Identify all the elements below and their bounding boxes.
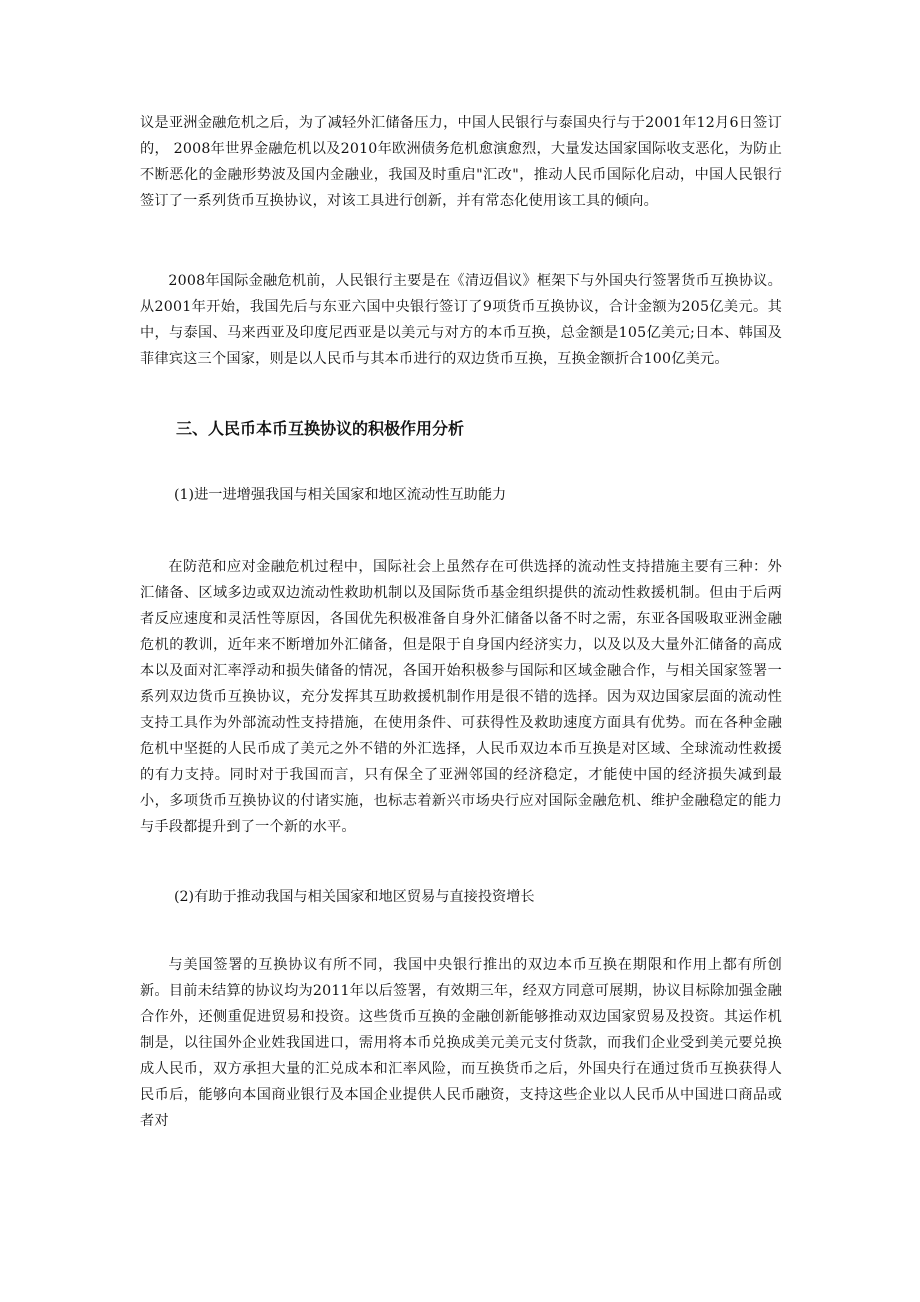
spacer (140, 214, 782, 268)
spacer (140, 508, 782, 554)
subheading-2: (2)有助于推动我国与相关国家和地区贸易与直接投资增长 (174, 889, 535, 905)
spacer (140, 910, 782, 952)
paragraph-intro: 议是亚洲金融危机之后，为了减轻外汇储备压力，中国人民银行与泰国央行与于2001年12月6日签订的， 2008年世界金融危机以及2010年欧洲债务危机愈演愈烈，大量发达国家国际收支恶化，为防止不断恶化的金融形势波及国内金融业，我国及时重启"汇改"，推动人民币国际化启动，中国人民银行签订了一系列货币互换协议，对该工具进行创新，并有常态化使用该工具的倾向。 (140, 115, 782, 209)
paragraph-sub2: 与美国签署的互换协议有所不同，我国中央银行推出的双边本币互换在期限和作用上都有所创新。目前未结算的协议均为2011年以后签署，有效期三年，经双方同意可展期，协议目标除加强金融合作外，还侧重促进贸易和投资。这些货币互换的金融创新能够推动双边国家贸易及投资。其运作机制是，以往国外企业姓我国进口，需用将本币兑换成美元美元支付货款，而我们企业受到美元要兑换成人民币，双方承担大量的汇兑成本和汇率风险，而互换货币之后，外国央行在通过货币互换获得人民币后，能够向本国商业银行及本国企业提供人民币融资，支持这些企业以人民币从中国进口商品或者对 (140, 957, 782, 1129)
spacer (140, 840, 782, 884)
spacer (140, 372, 782, 416)
section-heading: 三、人民币本币互换协议的积极作用分析 (176, 419, 465, 438)
paragraph-2008: 2008年国际金融危机前，人民银行主要是在《清迈倡议》框架下与外国央行签署货币互换协议。从2001年开始，我国先后与东亚六国中央银行签订了9项货币互换协议，合计金额为205亿美元。其中，与泰国、马来西亚及印度尼西亚是以美元与对方的本币互换，总金额是105亿美元;日本、韩国及菲律宾这三个国家，则是以人民币与其本币进行的双边货币互换，互换金额折合100亿美元。 (140, 273, 782, 367)
paragraph-sub1: 在防范和应对金融危机过程中，国际社会上虽然存在可供选择的流动性支持措施主要有三种：外汇储备、区域多边或双边流动性救助机制以及国际货币基金组织提供的流动性救援机制。但由于后两者反应速度和灵活性等原因，各国优先积极准备自身外汇储备以备不时之需，东亚各国吸取亚洲金融危机的教训，近年来不断增加外汇储备，但是限于自身国内经济实力，以及以及大量外汇储备的高成本以及面对汇率浮动和损失储备的情况，各国开始积极参与国际和区域金融合作，与相关国家签署一系列双边货币互换协议，充分发挥其互助救援机制作用是很不错的选择。因为双边国家层面的流动性支持工具作为外部流动性支持措施，在使用条件、可获得性及救助速度方面具有优势。而在各种金融危机中坚挺的人民币成了美元之外不错的外汇选择，人民币双边本币互换是对区域、全球流动性救援的有力支持。同时对于我国而言，只有保全了亚洲邻国的经济稳定，才能使中国的经济损失减到最小，多项货币互换协议的付诸实施，也标志着新兴市场央行应对国际金融危机、维护金融稳定的能力与手段都提升到了一个新的水平。 (140, 559, 782, 835)
subheading-1: (1)进一进增强我国与相关国家和地区流动性互助能力 (174, 487, 507, 503)
spacer (140, 442, 782, 482)
document-page (140, 110, 782, 1134)
